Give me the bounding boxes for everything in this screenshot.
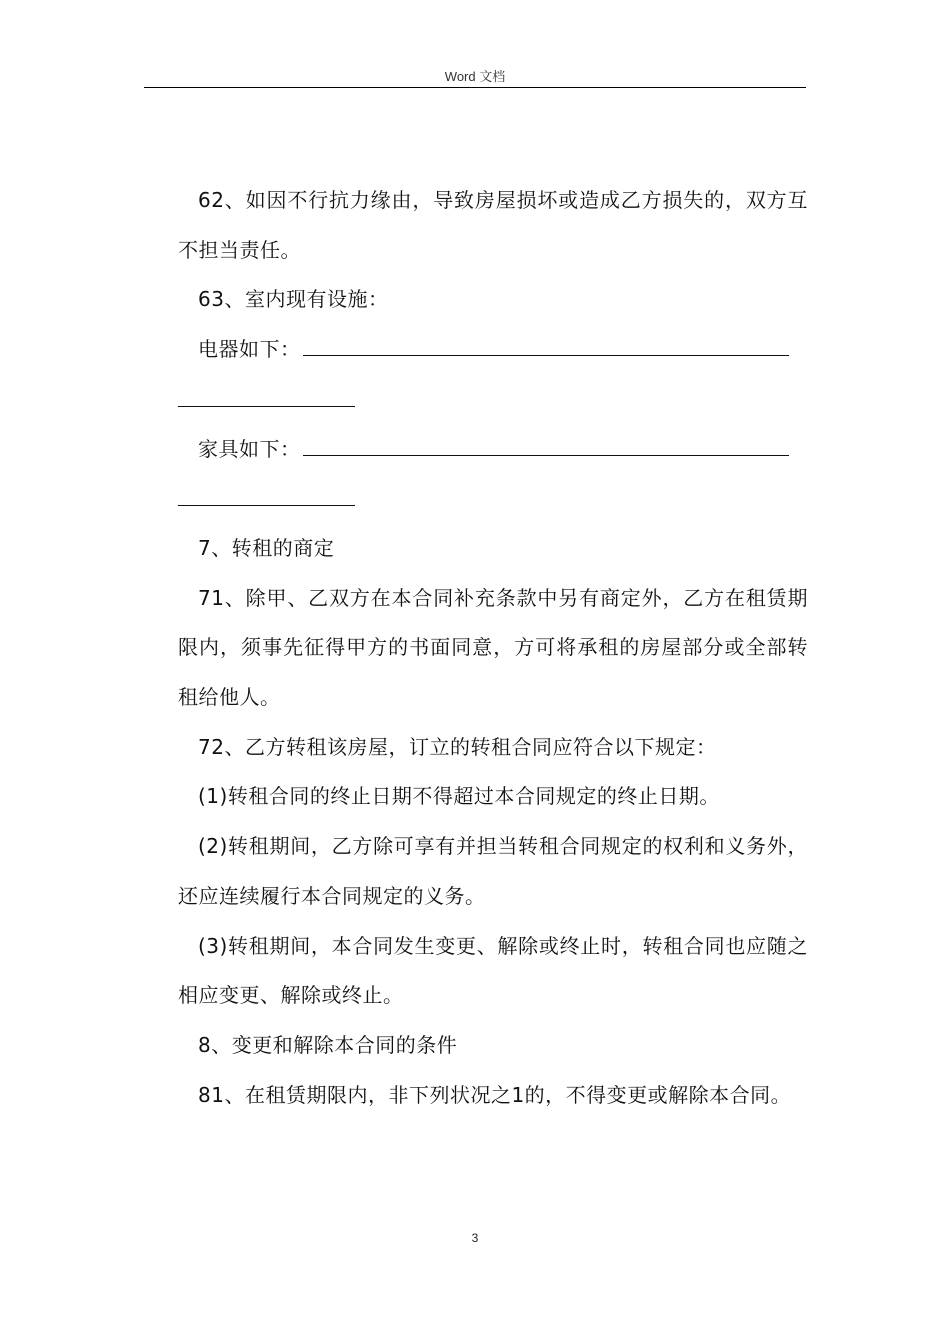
page-number: 3 — [471, 1231, 479, 1245]
appliances-blank — [303, 354, 789, 356]
paragraph-63: 63、室内现有设施： — [198, 287, 389, 312]
furniture-blank — [303, 454, 789, 456]
header-divider — [144, 87, 806, 88]
furniture-blank-underline — [178, 505, 355, 506]
paragraph-72: 72、乙方转租该房屋，订立的转租合同应符合以下规定： — [198, 734, 717, 759]
appliances-line — [178, 325, 808, 375]
page-header: Word 文档 — [444, 69, 506, 84]
furniture-blank-continued — [178, 474, 808, 524]
paragraph-81: 81、在租赁期限内，非下列状况之1的，不得变更或解除本合同。 — [198, 1082, 792, 1107]
paragraph-71: 71、除甲、乙双方在本合同补充条款中另有商定外，乙方在租赁期限内，须事先征得甲方的书面同意，方可将承租的房屋部分或全部转租给他人。 — [178, 585, 808, 709]
furniture-label: 家具如下： — [198, 436, 301, 461]
clause-2: (2)转租期间，乙方除可享有并担当转租合同规定的权利和义务外，还应连续履行本合同规定的义务。 — [178, 834, 808, 908]
paragraph-62: 62、如因不行抗力缘由，导致房屋损坏或造成乙方损失的，双方互不担当责任。 — [178, 188, 808, 262]
clause-3: (3)转租期间，本合同发生变更、解除或终止时，转租合同也应随之相应变更、解除或终止。 — [178, 933, 808, 1008]
appliances-blank-continued — [178, 375, 808, 425]
furniture-line — [178, 425, 808, 475]
section-8-heading: 8、变更和解除本合同的条件 — [198, 1032, 458, 1057]
clause-1: (1)转租合同的终止日期不得超过本合同规定的终止日期。 — [198, 784, 720, 809]
document-body — [178, 176, 808, 1120]
section-7-heading: 7、转租的商定 — [198, 535, 335, 560]
appliances-blank-underline — [178, 406, 355, 407]
appliances-label: 电器如下： — [198, 337, 301, 362]
